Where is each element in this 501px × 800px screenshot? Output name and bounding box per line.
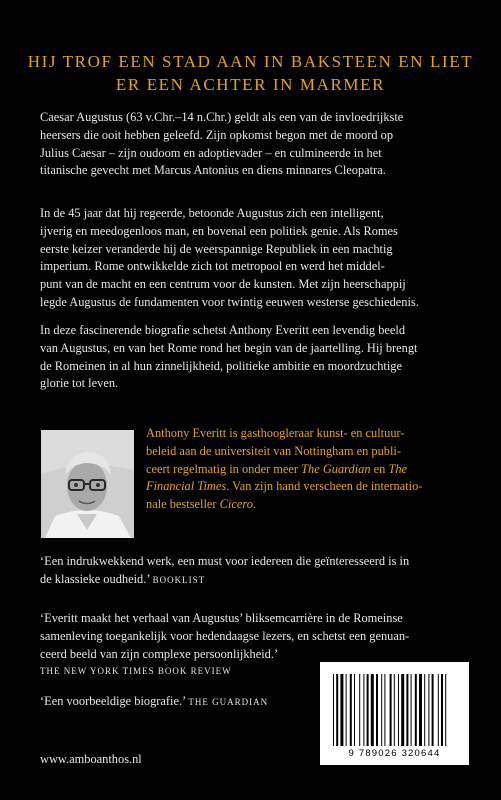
barcode-bar — [336, 674, 338, 746]
quote-line — [40, 571, 465, 590]
barcode-bar — [376, 674, 378, 746]
quote-line: ‘Everitt maakt het verhaal van Augustus’ bliksemcarrière in de Romeinse — [40, 611, 403, 625]
bio-line: Anthony Everitt is gasthoogleraar kunst- en cultuur- — [146, 426, 405, 440]
paragraph-line: In deze fascinerende biografie schetst Anthony Everitt een levendig beeld — [40, 323, 406, 337]
bio-title-guardian: The Guardian — [301, 461, 371, 476]
paragraph-line: heersers die ooit hebben geleefd. Zijn opkomst begon met de moord op — [40, 127, 394, 142]
barcode-bar — [381, 674, 382, 746]
quote-text: ‘Een voorbeeldige biografie.’ — [40, 694, 186, 708]
headline-line-2: ER EEN ACHTER IN MARMER — [115, 75, 386, 94]
quote-line: ceerd beeld van zijn complexe persoonlijkheid.’ — [40, 646, 279, 661]
paragraph-line: punt van de macht en een centrum voor de kunsten. Met zijn heerschappij — [40, 277, 406, 292]
bio-line: beleid aan de universiteit van Nottingham en publi- — [146, 443, 401, 458]
barcode-bar — [371, 674, 374, 746]
isbn-digits: 9 789026 320644 — [348, 748, 441, 759]
paragraph-line: legde Augustus de fundamenten voor twintig eeuwen westerse geschiedenis. — [40, 294, 419, 309]
bio-text: nale bestseller — [146, 497, 220, 512]
barcode-bar — [411, 674, 412, 746]
barcode-bar — [367, 674, 369, 746]
barcode-bar — [424, 674, 425, 746]
isbn-barcode — [320, 662, 469, 765]
barcode-bar — [432, 674, 434, 746]
barcode-bar — [333, 674, 334, 746]
paragraph-line: ijverig en meedogenloos man, en bovenal een politiek genie. Als Romes — [40, 223, 398, 238]
quote-line: samenleving toegankelijk voor hedendaagse lezers, en schetst een genuan- — [40, 628, 410, 643]
bio-text: en — [370, 461, 389, 476]
barcode-bar — [401, 674, 404, 746]
barcode-bar — [390, 674, 392, 746]
author-bio — [146, 425, 471, 514]
bio-line — [146, 496, 471, 514]
paragraph-line: In de 45 jaar dat hij regeerde, betoonde Augustus zich een intelligent, — [40, 206, 384, 220]
barcode-bar — [428, 674, 429, 746]
bio-title-cicero: Cicero — [219, 497, 253, 512]
headline — [0, 50, 501, 96]
barcode-bar — [398, 674, 399, 746]
bio-text: ceert regelmatig in onder meer — [146, 461, 302, 476]
paragraph-biography — [40, 322, 465, 393]
bio-text: . Van zijn hand verscheen de internatio- — [226, 479, 423, 494]
publisher-website: www.amboanthos.nl — [40, 752, 142, 766]
paragraph-line: Julius Caesar – zijn oudoom en adoptievader – en culmineerde in het — [40, 145, 382, 160]
barcode-bar — [350, 674, 352, 746]
barcode-bar — [340, 674, 343, 746]
quote-source: BOOKLIST — [152, 574, 206, 585]
paragraph-line: de Romeinen in al hun zinnelijkheid, politieke ambitie en moordzuchtige — [40, 358, 402, 373]
bio-line — [146, 461, 471, 479]
barcode-bar — [363, 674, 364, 746]
review-quote-booklist — [40, 553, 465, 590]
barcode-bar — [441, 674, 443, 746]
paragraph-line: eerste keizer veranderde hij de weerspannige Republiek in een machtig — [40, 241, 393, 256]
barcode-bar — [406, 674, 408, 746]
bio-title-ft: Financial Times — [146, 479, 227, 494]
barcode-bar — [359, 674, 360, 746]
headline-line-1: HIJ TROF EEN STAD AAN IN BAKSTEEN EN LIET — [27, 52, 474, 71]
paragraph-line: glorie tot leven. — [40, 376, 119, 391]
barcode-bar — [415, 674, 417, 746]
barcode-bar — [394, 674, 395, 746]
quote-line: ‘Een indrukwekkend werk, een must voor iedereen die geïnteresseerd is in — [40, 554, 410, 568]
bio-line — [146, 478, 471, 496]
paragraph-line: titanische gevecht met Marcus Antonius en diens minnares Cleopatra. — [40, 163, 386, 178]
paragraph-line: van Augustus, en van het Rome rond het begin van de jaartelling. Hij brengt — [40, 340, 418, 355]
barcode-bar — [438, 674, 439, 746]
bio-title-ft: The — [388, 461, 408, 476]
author-portrait-image — [41, 430, 134, 538]
paragraph-line: imperium. Rome ontwikkelde zich tot metropool en werd het middel- — [40, 259, 385, 274]
barcode-bar — [384, 674, 385, 746]
paragraph-reign — [40, 205, 465, 312]
barcode-bar — [445, 674, 446, 746]
barcode-bar — [346, 674, 347, 746]
paragraph-line: Caesar Augustus (63 v.Chr.–14 n.Chr.) geldt als een van de invloedrijkste — [40, 110, 404, 124]
quote-source: THE GUARDIAN — [188, 697, 269, 707]
quote-source: THE NEW YORK TIMES BOOK REVIEW — [40, 666, 232, 677]
author-photo — [41, 430, 134, 538]
barcode-bar — [354, 674, 355, 746]
barcode-bar — [419, 674, 422, 746]
paragraph-intro — [40, 109, 465, 180]
quote-text: de klassieke oudheid.’ — [40, 571, 150, 586]
bio-text: . — [252, 497, 256, 512]
